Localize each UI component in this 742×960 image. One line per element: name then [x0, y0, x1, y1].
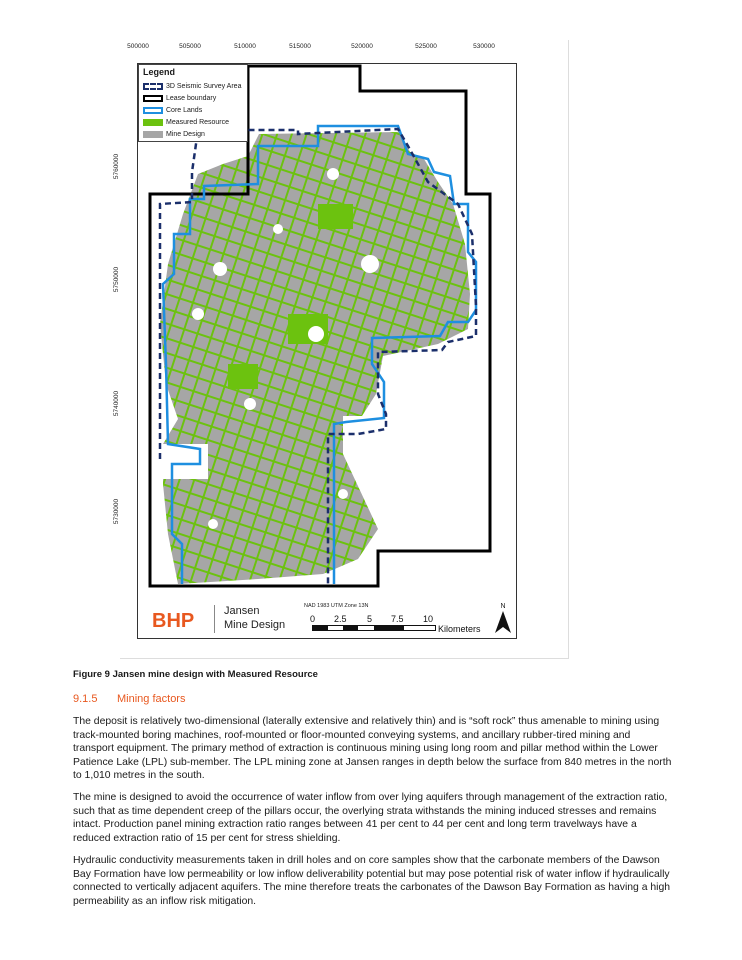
map-x-tick: 510000 [234, 43, 256, 50]
map-x-tick: 515000 [289, 43, 311, 50]
section-heading [73, 693, 185, 705]
grey-fill-icon [143, 131, 163, 138]
legend-label: Measured Resource [166, 118, 230, 126]
map-y-tick-left: 5760000 [113, 153, 121, 180]
map-y-tick-left: 5730000 [113, 498, 121, 525]
projection-label: NAD 1983 UTM Zone 13N [304, 603, 369, 609]
map-x-tick: 500000 [127, 43, 149, 50]
map-title-block [137, 601, 517, 639]
legend-label: 3D Seismic Survey Area [166, 82, 242, 90]
legend-label: Mine Design [166, 130, 205, 138]
paragraph: The deposit is relatively two-dimensional (laterally extensive and relatively thin) and is “soft rock” thus amenable to mining using track-mounted boring machines, roof-mounted or floor-mounted conveying systems, and ancillary rubber-tired mining and transport equipment. The primary method of extraction is continuous mining using long room and pillar method within the Lower Patience Lake (LPL) sub-member. The LPL mining zone at Jansen ranges in depth below the surface from 840 metres in the north to 1,010 metres in the south. [73, 716, 672, 782]
black-outline-icon [143, 95, 163, 102]
map-x-tick: 505000 [179, 43, 201, 50]
map-title: Jansen Mine Design [224, 605, 286, 631]
map-y-tick-left: 5750000 [113, 266, 121, 293]
figure-caption: Figure 9 Jansen mine design with Measured Resource [73, 669, 318, 680]
map-y-tick-left: 5740000 [113, 390, 121, 417]
legend-item-lease [143, 92, 247, 104]
map-x-tick: 530000 [473, 43, 495, 50]
green-fill-icon [143, 119, 163, 126]
paragraph: Hydraulic conductivity measurements taken in drill holes and on core samples show that the carbonate members of the Dawson Bay Formation have low permeability or low inflow deliverability potential but may pose potential risk of water inflow if hydraulically connected to vertically adjacent aquifers. The mine therefore treats the carbonates of the Dawson Bay Formation as having a high permeability as an inflow risk mitigation. [73, 855, 671, 907]
scale-unit: Kilometers [438, 624, 481, 634]
scale-label: 5 [367, 614, 373, 624]
legend-label: Core Lands [166, 106, 203, 114]
scale-label: 0 [310, 614, 316, 624]
section-title: Mining factors [117, 693, 186, 705]
map-frame [137, 63, 517, 603]
bhp-logo: BHP [152, 610, 195, 632]
map-legend [138, 64, 248, 142]
legend-item-core-lands [143, 104, 247, 116]
scale-bar [312, 625, 436, 631]
dashed-outline-icon [143, 83, 163, 90]
paragraph: The mine is designed to avoid the occurrence of water inflow from over lying aquifers through management of the extraction ratio, such that as time dependent creep of the pillars occur, the overlying strata withstands the mining induced stresses and remains intact. Production panel mining extraction ratio ranges between 41 per cent to 44 per cent and long term travelways have a reduced extraction ratio of 15 per cent for stress shielding. [73, 792, 668, 844]
blue-outline-icon [143, 107, 163, 114]
section-number: 9.1.5 [73, 693, 98, 705]
legend-item-measured-resource [143, 116, 247, 128]
title-divider [214, 605, 215, 633]
scale-label: 10 [423, 614, 434, 624]
legend-label: Lease boundary [166, 94, 217, 102]
scale-label: 7.5 [391, 614, 404, 624]
legend-item-mine-design [143, 128, 247, 140]
scale-label: 2.5 [334, 614, 347, 624]
legend-item-seismic [143, 80, 247, 92]
mine-map [138, 64, 516, 602]
north-arrow-icon: N [493, 603, 513, 635]
legend-title: Legend [143, 67, 176, 77]
map-x-tick: 525000 [415, 43, 437, 50]
map-x-tick: 520000 [351, 43, 373, 50]
